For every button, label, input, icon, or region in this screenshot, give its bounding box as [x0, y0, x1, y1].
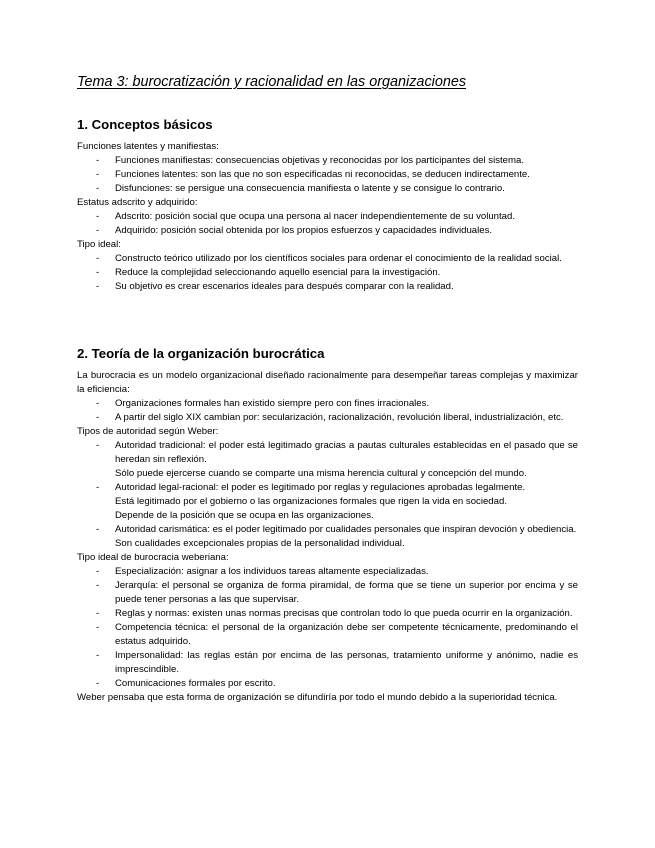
list-item: - Comunicaciones formales por escrito. [77, 677, 578, 691]
bullet-list [77, 397, 578, 425]
bullet-list [77, 252, 578, 294]
list-item: - Reduce la complejidad seleccionando aquello esencial para la investigación. [77, 266, 578, 280]
list-item-text: - Autoridad legal-racional: el poder es legitimado por reglas y regulaciones aprobadas legalmente. [115, 482, 526, 493]
paragraph: La burocracia es un modelo organizacional diseñado racionalmente para desempeñar tareas complejas y maximizar la eficiencia: [77, 370, 578, 395]
group-label: Estatus adscrito y adquirido: [77, 197, 198, 208]
group-label: Funciones latentes y manifiestas: [77, 141, 219, 152]
bullet-list [77, 210, 578, 238]
list-item-extra: Está legitimado por el gobierno o las organizaciones formales que rigen la vida en sociedad. [115, 496, 507, 507]
list-item-extra: Sólo puede ejercerse cuando se comparte una misma herencia cultural y concepción del mundo. [115, 468, 527, 479]
document-title: Tema 3: burocratización y racionalidad en las organizaciones [77, 74, 467, 90]
list-item: - Jerarquía: el personal se organiza de forma piramidal, de forma que se tiene un superior por encima y se puede tener personas a las que supervisar. [77, 579, 578, 607]
list-item: - Organizaciones formales han existido siempre pero con fines irracionales. [77, 397, 578, 411]
bullet-list [77, 154, 578, 196]
list-item-extra: Depende de la posición que se ocupa en las organizaciones. [115, 510, 374, 521]
list-item: - Funciones latentes: son las que no son especificadas ni reconocidas, se deducen indirectamente. [77, 168, 578, 182]
list-item: - Disfunciones: se persigue una consecuencia manifiesta o latente y se consigue lo contrario. [77, 182, 578, 196]
bullet-list [77, 439, 578, 551]
list-item-text: - Autoridad carismática: es el poder legitimado por cualidades personales que inspiran devoción y obediencia. [115, 524, 577, 535]
list-item: - Especialización: asignar a los individuos tareas altamente especializadas. [77, 565, 578, 579]
list-item: - Impersonalidad: las reglas están por encima de las personas, tratamiento uniforme y anónimo, nadie es imprescindible. [77, 649, 578, 677]
section-2-heading: 2. Teoría de la organización burocrática [77, 346, 325, 361]
list-item [77, 523, 578, 551]
list-item: - Adquirido: posición social obtenida por los propios esfuerzos y capacidades individuales. [77, 224, 578, 238]
group-label: Tipos de autoridad según Weber: [77, 426, 219, 437]
section-1-body [77, 140, 578, 294]
list-item [77, 481, 578, 523]
list-item: - Constructo teórico utilizado por los científicos sociales para ordenar el conocimiento de la realidad social. [77, 252, 578, 266]
paragraph: Weber pensaba que esta forma de organización se difundiría por todo el mundo debido a la superioridad técnica. [77, 692, 558, 703]
section-1-heading: 1. Conceptos básicos [77, 117, 213, 132]
list-item-extra: Son cualidades excepcionales propias de la personalidad individual. [115, 538, 405, 549]
list-item: - Funciones manifiestas: consecuencias objetivas y reconocidas por los participantes del sistema. [77, 154, 578, 168]
list-item: - Adscrito: posición social que ocupa una persona al nacer independientemente de su voluntad. [77, 210, 578, 224]
list-item: - Reglas y normas: existen unas normas precisas que controlan todo lo que pueda ocurrir en la organización. [77, 607, 578, 621]
list-item: - A partir del siglo XIX cambian por: secularización, racionalización, revolución liberal, industrialización, etc. [77, 411, 578, 425]
bullet-list [77, 565, 578, 691]
list-item-text: - Autoridad tradicional: el poder está legitimado gracias a pautas culturales establecidas en el pasado que se heredan sin reflexión. [115, 440, 578, 465]
list-item: - Competencia técnica: el personal de la organización debe ser competente técnicamente, predominando el estatus adquirido. [77, 621, 578, 649]
list-item [77, 439, 578, 481]
list-item: - Su objetivo es crear escenarios ideales para después comparar con la realidad. [77, 280, 578, 294]
group-label: Tipo ideal de burocracia weberiana: [77, 552, 229, 563]
section-2-body [77, 369, 578, 705]
group-label: Tipo ideal: [77, 239, 121, 250]
